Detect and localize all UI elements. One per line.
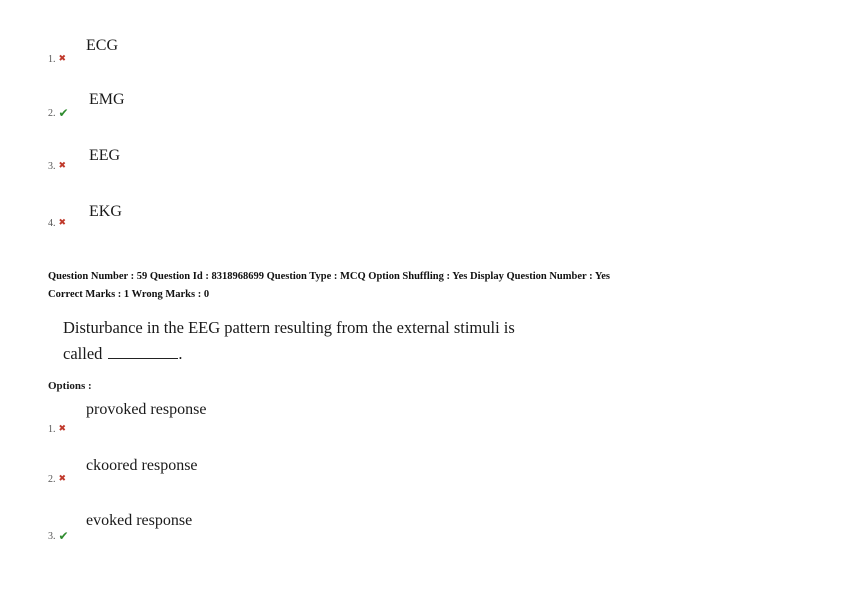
prev-option-2-number xyxy=(48,107,69,119)
check-mark-icon: ✔ xyxy=(58,106,69,120)
answer-blank xyxy=(108,344,178,359)
prev-option-3-number xyxy=(48,161,66,172)
cross-mark-icon: ✖ xyxy=(58,424,67,434)
cross-mark-icon: ✖ xyxy=(58,54,67,64)
cross-mark-icon: ✖ xyxy=(58,474,67,484)
check-mark-icon: ✔ xyxy=(58,529,69,543)
option-number-label: 2. xyxy=(48,474,56,485)
cross-mark-icon: ✖ xyxy=(58,161,67,171)
option-1-text: provoked response xyxy=(86,401,207,418)
prev-option-4-text: EKG xyxy=(89,203,122,220)
question-meta-line-1: Question Number : 59 Question Id : 8318968699 Question Type : MCQ Option Shuffling : Yes Display Question Number : Yes xyxy=(48,271,611,282)
option-number-label: 3. xyxy=(48,530,56,542)
option-number-label: 3. xyxy=(48,161,56,172)
options-label: Options : xyxy=(48,380,92,392)
prev-option-1-number xyxy=(48,54,66,65)
question-text-line-2 xyxy=(63,341,623,367)
option-number-label: 2. xyxy=(48,107,56,119)
prev-option-1-text: ECG xyxy=(86,37,118,54)
cross-mark-icon: ✖ xyxy=(58,218,67,228)
prev-option-4-number xyxy=(48,218,66,229)
option-1-number xyxy=(48,424,66,435)
option-number-label: 1. xyxy=(48,54,56,65)
option-number-label: 4. xyxy=(48,218,56,229)
question-text-line-1: Disturbance in the EEG pattern resulting from the external stimuli is xyxy=(63,318,515,337)
prev-option-3-text: EEG xyxy=(89,147,121,164)
prev-option-2-text: EMG xyxy=(89,91,125,108)
question-text-end: . xyxy=(178,344,183,363)
question-text-called: called xyxy=(63,344,103,363)
option-2-text: ckoored response xyxy=(86,457,198,474)
option-3-number xyxy=(48,530,69,542)
option-number-label: 1. xyxy=(48,424,56,435)
question-text xyxy=(63,315,623,367)
option-2-number xyxy=(48,474,66,485)
option-3-text: evoked response xyxy=(86,512,193,529)
question-meta-line-2: Correct Marks : 1 Wrong Marks : 0 xyxy=(48,289,210,300)
